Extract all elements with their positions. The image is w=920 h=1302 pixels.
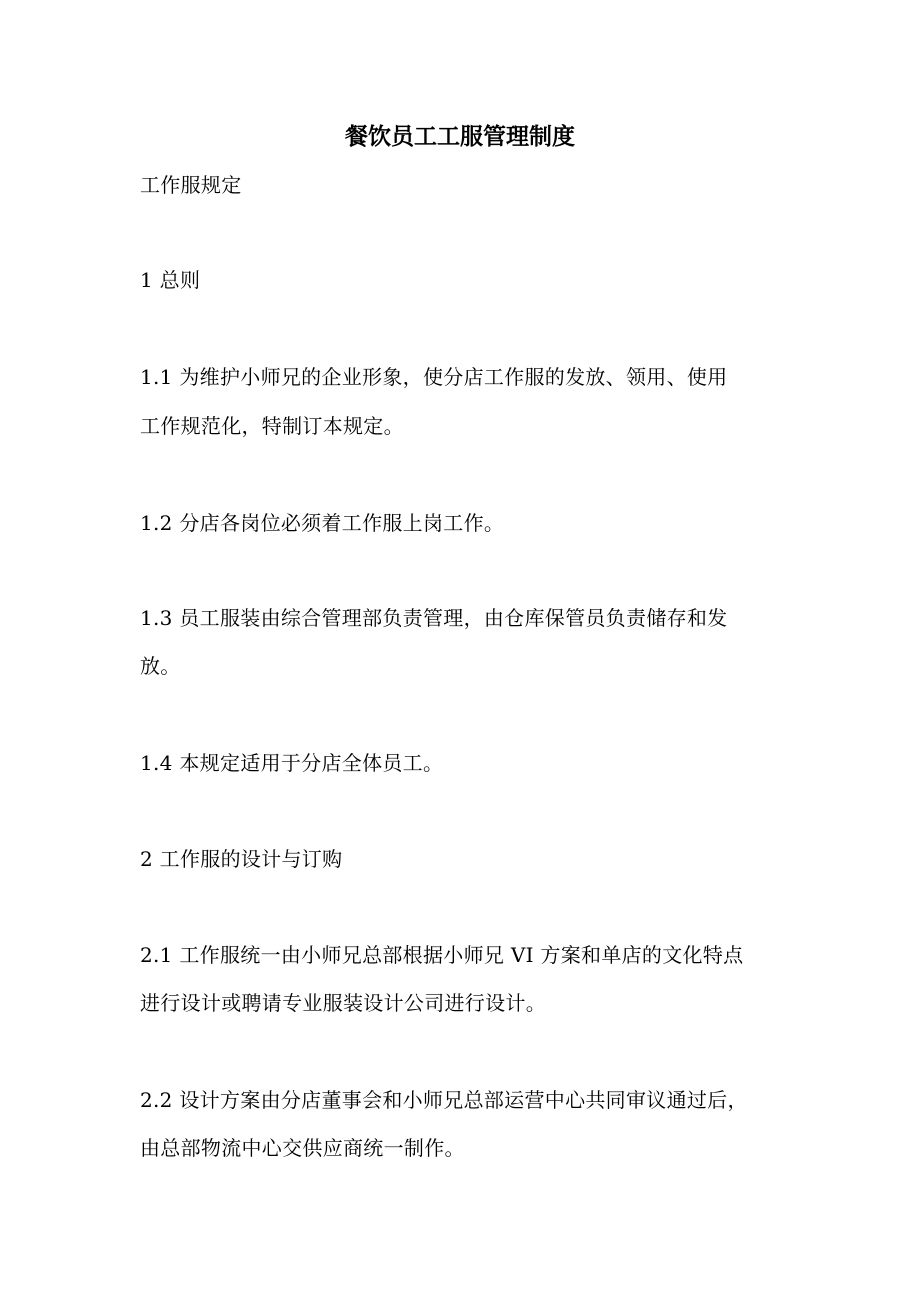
section-heading-workwear-rules: 工作服规定 bbox=[140, 173, 242, 197]
paragraph-2-2-line-1: 2.2 设计方案由分店董事会和小师兄总部运营中心共同审议通过后， bbox=[140, 1088, 748, 1112]
paragraph-1-1-line-2: 工作规范化，特制订本规定。 bbox=[140, 414, 404, 438]
paragraph-1-1-line-1: 1.1 为维护小师兄的企业形象，使分店工作服的发放、领用、使用 bbox=[140, 365, 728, 389]
document-title: 餐饮员工工服管理制度 bbox=[345, 124, 575, 150]
paragraph-2-1-line-2: 进行设计或聘请专业服装设计公司进行设计。 bbox=[140, 991, 546, 1015]
paragraph-1-3-line-1: 1.3 员工服装由综合管理部负责管理，由仓库保管员负责储存和发 bbox=[140, 606, 728, 630]
paragraph-1-4: 1.4 本规定适用于分店全体员工。 bbox=[140, 751, 444, 775]
paragraph-1-3-line-2: 放。 bbox=[140, 654, 181, 678]
paragraph-2-1-line-1: 2.1 工作服统一由小师兄总部根据小师兄 VI 方案和单店的文化特点 bbox=[140, 943, 744, 967]
section-heading-design-ordering: 2 工作服的设计与订购 bbox=[140, 847, 343, 871]
section-heading-general: 1 总则 bbox=[140, 268, 201, 292]
paragraph-1-2: 1.2 分店各岗位必须着工作服上岗工作。 bbox=[140, 511, 505, 535]
paragraph-2-2-line-2: 由总部物流中心交供应商统一制作。 bbox=[140, 1136, 465, 1160]
